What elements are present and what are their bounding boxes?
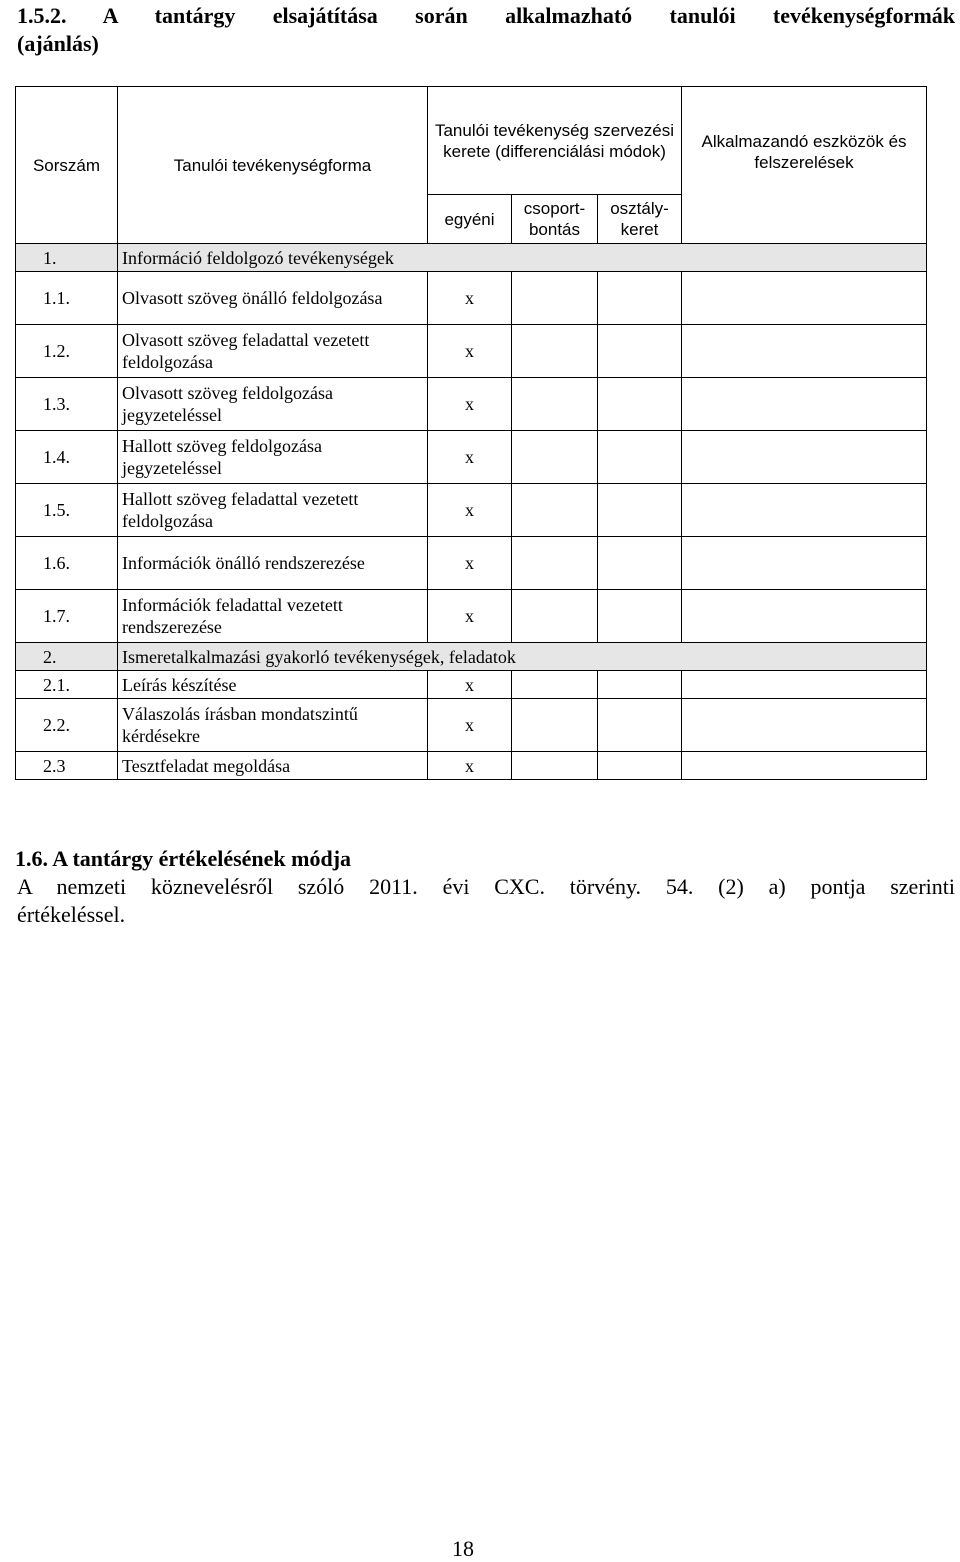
row-mark-egyeni: x [428, 537, 512, 590]
row-num: 1.1. [16, 272, 118, 325]
row-cell-osztaly [598, 484, 682, 537]
evaluation-heading: 1.6. A tantárgy értékelésének módja [15, 846, 352, 871]
row-cell-eszkozok [682, 272, 927, 325]
row-cell-csoport [512, 590, 598, 643]
header-osztaly: osztály-keret [598, 195, 682, 244]
row-mark-egyeni: x [428, 484, 512, 537]
row-cell-osztaly [598, 325, 682, 378]
row-cell-csoport [512, 484, 598, 537]
row-cell-eszkozok [682, 325, 927, 378]
row-mark-egyeni: x [428, 590, 512, 643]
row-label: Hallott szöveg feladattal vezetett feldolgozása [118, 484, 428, 537]
table-row [16, 272, 927, 325]
section-heading: 1.5.2. A tantárgy elsajátítása során alkalmazható tanulói tevékenységformák [17, 3, 955, 28]
row-cell-osztaly [598, 431, 682, 484]
row-cell-csoport [512, 431, 598, 484]
row-cell-eszkozok [682, 590, 927, 643]
header-egyeni: egyéni [428, 195, 512, 244]
row-num: 1.7. [16, 590, 118, 643]
header-csoport: csoport-bontás [512, 195, 598, 244]
row-mark-egyeni: x [428, 378, 512, 431]
row-cell-eszkozok [682, 537, 927, 590]
row-mark-egyeni: x [428, 671, 512, 699]
row-label: Olvasott szöveg feladattal vezetett feldolgozása [118, 325, 428, 378]
row-cell-eszkozok [682, 378, 927, 431]
section-num: 2. [16, 643, 118, 671]
row-mark-egyeni: x [428, 272, 512, 325]
row-cell-csoport [512, 378, 598, 431]
row-num: 2.1. [16, 671, 118, 699]
header-keret: Tanulói tevékenység szervezési kerete (differenciálási módok) [428, 87, 682, 195]
row-num: 2.3 [16, 752, 118, 780]
row-cell-osztaly [598, 272, 682, 325]
table-row [16, 671, 927, 699]
row-cell-csoport [512, 537, 598, 590]
row-mark-egyeni: x [428, 752, 512, 780]
row-label: Olvasott szöveg feldolgozása jegyzeteléssel [118, 378, 428, 431]
paragraph-line-1: A nemzeti köznevelésről szóló 2011. évi CXC. törvény. 54. (2) a) pontja szerinti [17, 874, 955, 899]
header-eszkozok: Alkalmazandó eszközök és felszerelések [682, 87, 927, 244]
row-num: 1.6. [16, 537, 118, 590]
table-header-row [16, 87, 927, 195]
row-num: 2.2. [16, 699, 118, 752]
row-label: Hallott szöveg feldolgozása jegyzeteléssel [118, 431, 428, 484]
table-row [16, 325, 927, 378]
page-number: 18 [452, 1536, 474, 1561]
row-cell-eszkozok [682, 752, 927, 780]
section-row-1 [16, 244, 927, 272]
row-cell-csoport [512, 752, 598, 780]
row-num: 1.4. [16, 431, 118, 484]
table-row [16, 378, 927, 431]
row-mark-egyeni: x [428, 699, 512, 752]
row-cell-csoport [512, 272, 598, 325]
header-sorszam: Sorszám [16, 87, 118, 244]
row-cell-eszkozok [682, 484, 927, 537]
activity-table [15, 86, 927, 780]
table-row [16, 699, 927, 752]
row-cell-eszkozok [682, 699, 927, 752]
table-row [16, 431, 927, 484]
row-cell-osztaly [598, 699, 682, 752]
table-row [16, 752, 927, 780]
row-label: Olvasott szöveg önálló feldolgozása [118, 272, 428, 325]
row-label: Válaszolás írásban mondatszintű kérdésekre [118, 699, 428, 752]
evaluation-paragraph [17, 873, 955, 929]
row-cell-csoport [512, 325, 598, 378]
row-label: Leírás készítése [118, 671, 428, 699]
row-num: 1.5. [16, 484, 118, 537]
row-num: 1.3. [16, 378, 118, 431]
row-cell-osztaly [598, 537, 682, 590]
row-cell-eszkozok [682, 671, 927, 699]
table-row [16, 537, 927, 590]
row-num: 1.2. [16, 325, 118, 378]
row-cell-csoport [512, 671, 598, 699]
table-row [16, 590, 927, 643]
table-row [16, 484, 927, 537]
header-forma: Tanulói tevékenységforma [118, 87, 428, 244]
row-label: Tesztfeladat megoldása [118, 752, 428, 780]
section-title: Információ feldolgozó tevékenységek [118, 244, 927, 272]
row-cell-osztaly [598, 671, 682, 699]
row-cell-osztaly [598, 378, 682, 431]
row-label: Információk feladattal vezetett rendszerezése [118, 590, 428, 643]
row-mark-egyeni: x [428, 325, 512, 378]
section-row-2 [16, 643, 927, 671]
section-title: Ismeretalkalmazási gyakorló tevékenységek, feladatok [118, 643, 927, 671]
section-num: 1. [16, 244, 118, 272]
row-label: Információk önálló rendszerezése [118, 537, 428, 590]
paragraph-line-2: értékeléssel. [17, 902, 126, 927]
row-cell-osztaly [598, 752, 682, 780]
section-heading-continued: (ajánlás) [17, 31, 99, 56]
row-cell-csoport [512, 699, 598, 752]
row-cell-osztaly [598, 590, 682, 643]
row-cell-eszkozok [682, 431, 927, 484]
row-mark-egyeni: x [428, 431, 512, 484]
